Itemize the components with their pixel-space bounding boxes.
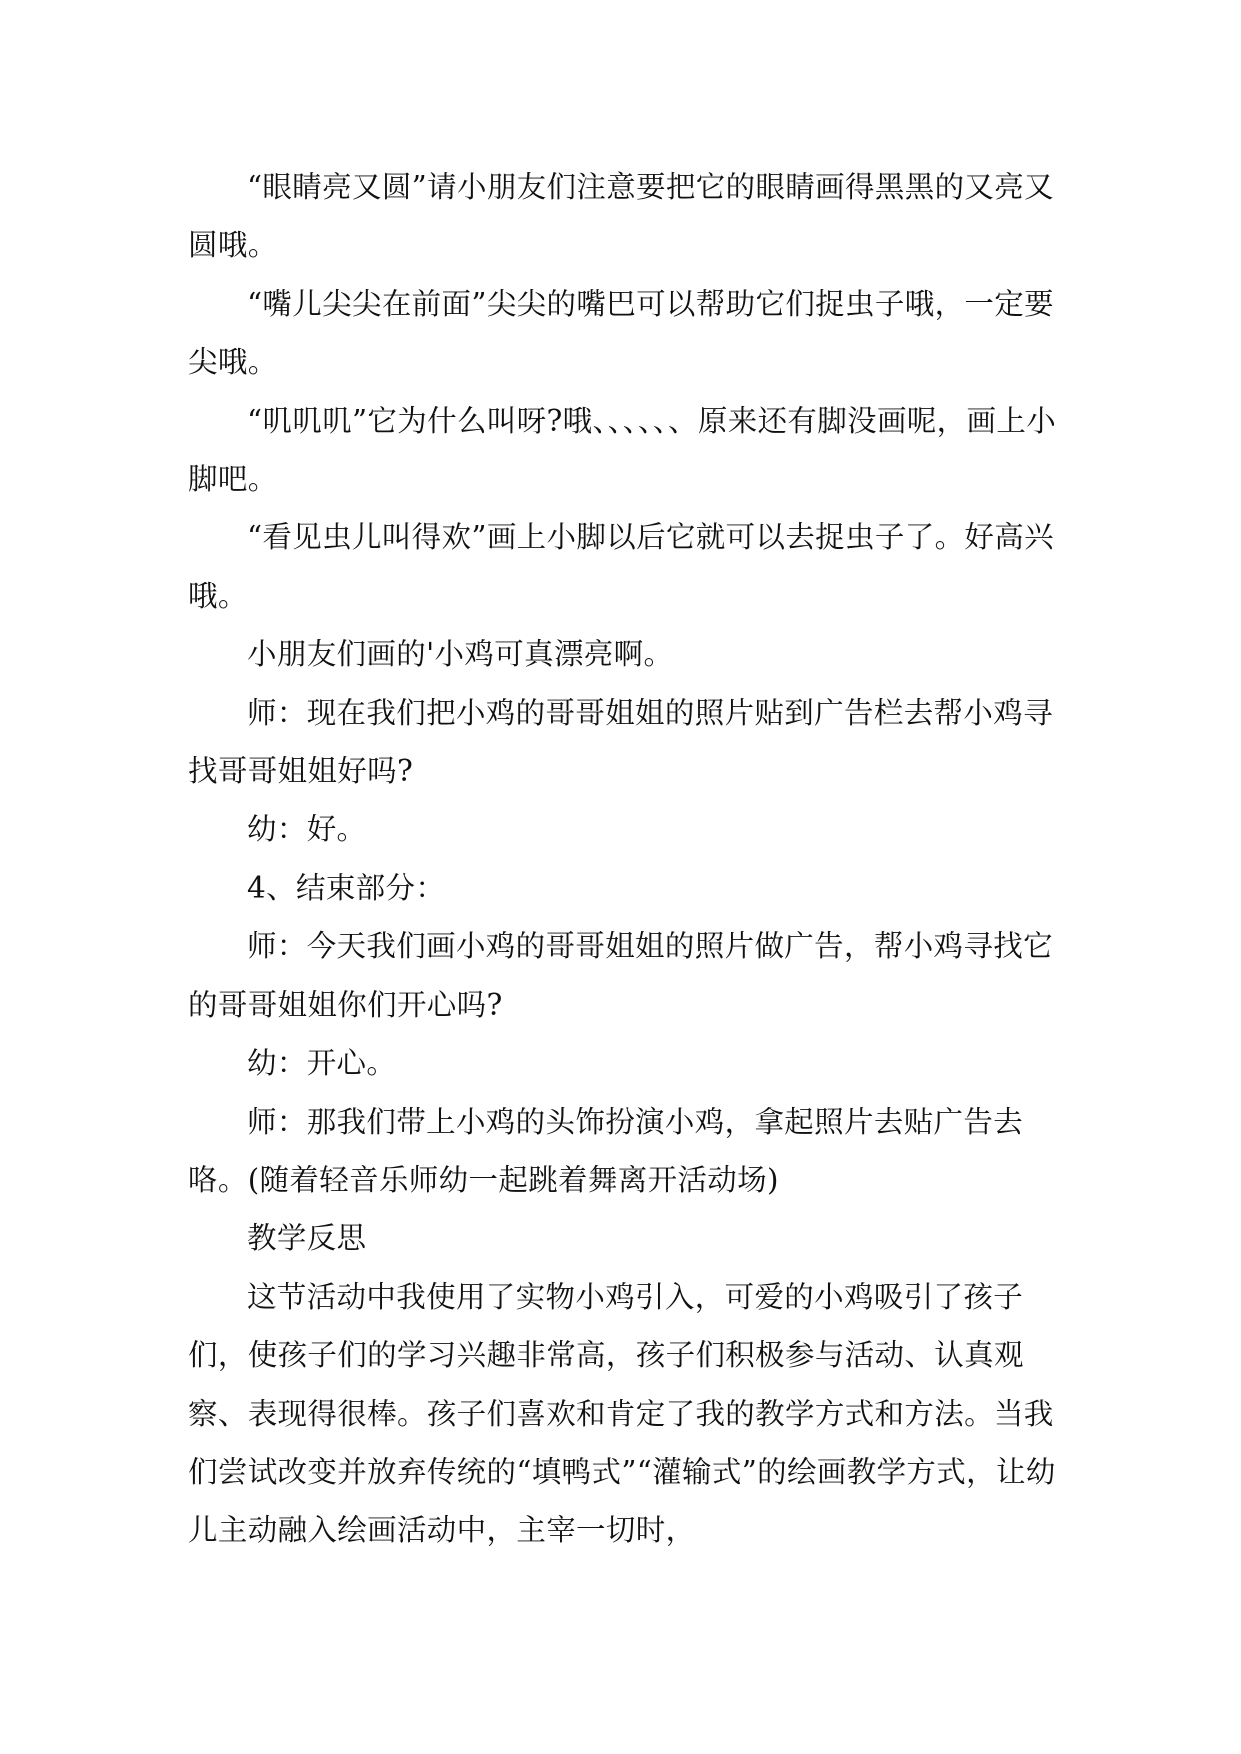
paragraph-eyes: “眼睛亮又圆”请小朋友们注意要把它的眼睛画得黑黑的又亮又圆哦。 (188, 170, 1054, 263)
paragraph-teacher-happy: 师：今天我们画小鸡的哥哥姐姐的照片做广告，帮小鸡寻找它的哥哥姐姐你们开心吗? (188, 929, 1053, 1022)
paragraph-child-yes: 幼：好。 (247, 812, 367, 847)
paragraph-praise: 小朋友们画的'小鸡可真漂亮啊。 (247, 637, 674, 672)
paragraph-bugs: “看见虫儿叫得欢”画上小脚以后它就可以去捉虫子了。好高兴哦。 (188, 520, 1054, 613)
paragraph-teacher-photos: 师：现在我们把小鸡的哥哥姐姐的照片贴到广告栏去帮小鸡寻找哥哥姐姐好吗? (188, 695, 1053, 789)
paragraph-section-ending: 4、结束部分： (247, 870, 446, 905)
paragraph-beak: “嘴儿尖尖在前面”尖尖的嘴巴可以帮助它们捉虫子哦，一定要尖哦。 (188, 286, 1054, 380)
document-body (188, 158, 1073, 1560)
paragraph-reflection: 这节活动中我使用了实物小鸡引入，可爱的小鸡吸引了孩子们，使孩子们的学习兴趣非常高，孩子们积极参与活动、认真观察、表现得很棒。孩子们喜欢和肯定了我的教学方式和方法。当我们尝试改变并放弃传统的“填鸭式”“灌输式”的绘画教学方式，让幼儿主动融入绘画活动中，主宰一切时， (188, 1279, 1056, 1548)
paragraph-chirp: “叽叽叽”它为什么叫呀?哦、、、、、、原来还有脚没画呢，画上小脚吧。 (188, 403, 1057, 497)
heading-teaching-reflection: 教学反思 (247, 1221, 367, 1256)
paragraph-teacher-headdress: 师：那我们带上小鸡的头饰扮演小鸡，拿起照片去贴广告去咯。(随着轻音乐师幼一起跳着舞离开活动场) (188, 1104, 1024, 1197)
paragraph-child-happy: 幼：开心。 (247, 1046, 397, 1081)
